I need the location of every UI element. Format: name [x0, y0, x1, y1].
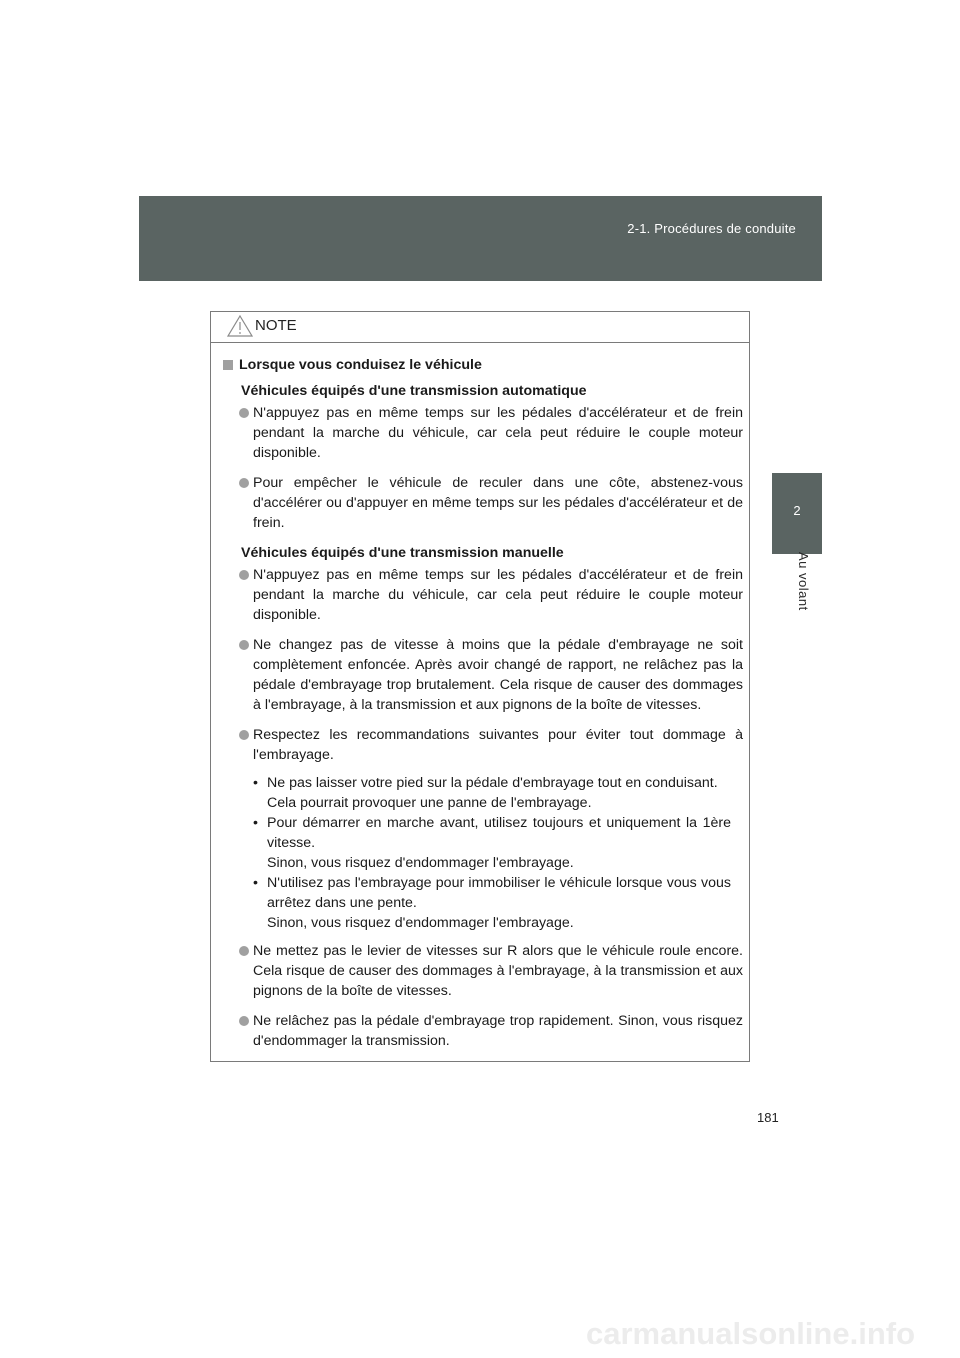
round-bullet-icon — [239, 478, 249, 488]
sub-item-note: Sinon, vous risquez d'endommager l'embrayage. — [267, 855, 574, 871]
note-body — [211, 343, 749, 1051]
sub-item-text: Ne pas laisser votre pied sur la pédale d'embrayage tout en conduisant. — [267, 775, 718, 791]
list-item-text: Ne changez pas de vitesse à moins que la pédale d'embrayage ne soit complètement enfoncée. Après avoir changé de rapport, ne relâchez pas la pédale d'embrayage trop brutalement. Cela risque de causer des dommages à l'embrayage, à la transmission et aux pignons de la boîte de vitesses. — [253, 637, 743, 713]
round-bullet-icon — [239, 408, 249, 418]
round-bullet-icon — [239, 1016, 249, 1026]
list-item — [253, 403, 743, 463]
sub-item-text: Pour démarrer en marche avant, utilisez toujours et uniquement la 1ère vitesse. — [267, 815, 731, 851]
list-item — [253, 725, 743, 765]
auto-transmission-subhead: Véhicules équipés d'une transmission automatique — [241, 383, 587, 399]
round-bullet-icon — [239, 570, 249, 580]
sub-list-item — [253, 873, 731, 933]
list-item-text: Respectez les recommandations suivantes pour éviter tout dommage à l'embrayage. — [253, 727, 743, 763]
dot-bullet: • — [253, 815, 258, 831]
list-item-text: Ne mettez pas le levier de vitesses sur R alors que le véhicule roule encore. Cela risque de causer des dommages à l'embrayage, à la transmission et aux pignons de la boîte de vitesses. — [253, 943, 743, 999]
round-bullet-icon — [239, 730, 249, 740]
chapter-tab — [772, 473, 822, 554]
square-bullet-icon — [223, 360, 233, 370]
list-item-text: N'appuyez pas en même temps sur les pédales d'accélérateur et de frein pendant la marche du véhicule, car cela peut réduire le couple moteur disponible. — [253, 405, 743, 461]
note-header — [211, 312, 749, 343]
list-item-text: N'appuyez pas en même temps sur les pédales d'accélérateur et de frein pendant la marche du véhicule, car cela peut réduire le couple moteur disponible. — [253, 567, 743, 623]
list-item — [253, 941, 743, 1001]
round-bullet-icon — [239, 946, 249, 956]
sub-item-note: Sinon, vous risquez d'endommager l'embrayage. — [267, 915, 574, 931]
section-title: 2-1. Procédures de conduite — [627, 221, 796, 236]
note-box — [210, 311, 750, 1062]
list-item-text: Pour empêcher le véhicule de reculer dans une côte, abstenez-vous d'accélérer ou d'appuyer en même temps sur les pédales d'accélérateur et de frein. — [253, 475, 743, 531]
recommendations-list — [253, 773, 743, 933]
dot-bullet: • — [253, 875, 258, 891]
sub-item-text: N'utilisez pas l'embrayage pour immobiliser le véhicule lorsque vous vous arrêtez dans une pente. — [267, 875, 731, 911]
header-band — [139, 196, 822, 281]
sub-list-item — [253, 813, 731, 873]
chapter-number: 2 — [793, 503, 801, 518]
note-title: NOTE — [255, 317, 297, 334]
list-item-text: Ne relâchez pas la pédale d'embrayage trop rapidement. Sinon, vous risquez d'endommager la transmission. — [253, 1013, 743, 1049]
chapter-label: Au volant — [796, 552, 811, 611]
warning-triangle-icon — [227, 315, 253, 337]
sub-item-note: Cela pourrait provoquer une panne de l'embrayage. — [267, 795, 592, 811]
sub-list-item — [253, 773, 731, 813]
manual-transmission-subhead: Véhicules équipés d'une transmission manuelle — [241, 545, 564, 561]
list-item — [253, 473, 743, 533]
page-number: 181 — [757, 1110, 779, 1125]
dot-bullet: • — [253, 775, 258, 791]
list-item — [253, 635, 743, 715]
round-bullet-icon — [239, 640, 249, 650]
watermark: carmanualsonline.info — [586, 1316, 916, 1351]
section-heading — [223, 355, 743, 375]
heading-text: Lorsque vous conduisez le véhicule — [239, 357, 482, 373]
list-item — [253, 565, 743, 625]
list-item — [253, 1011, 743, 1051]
